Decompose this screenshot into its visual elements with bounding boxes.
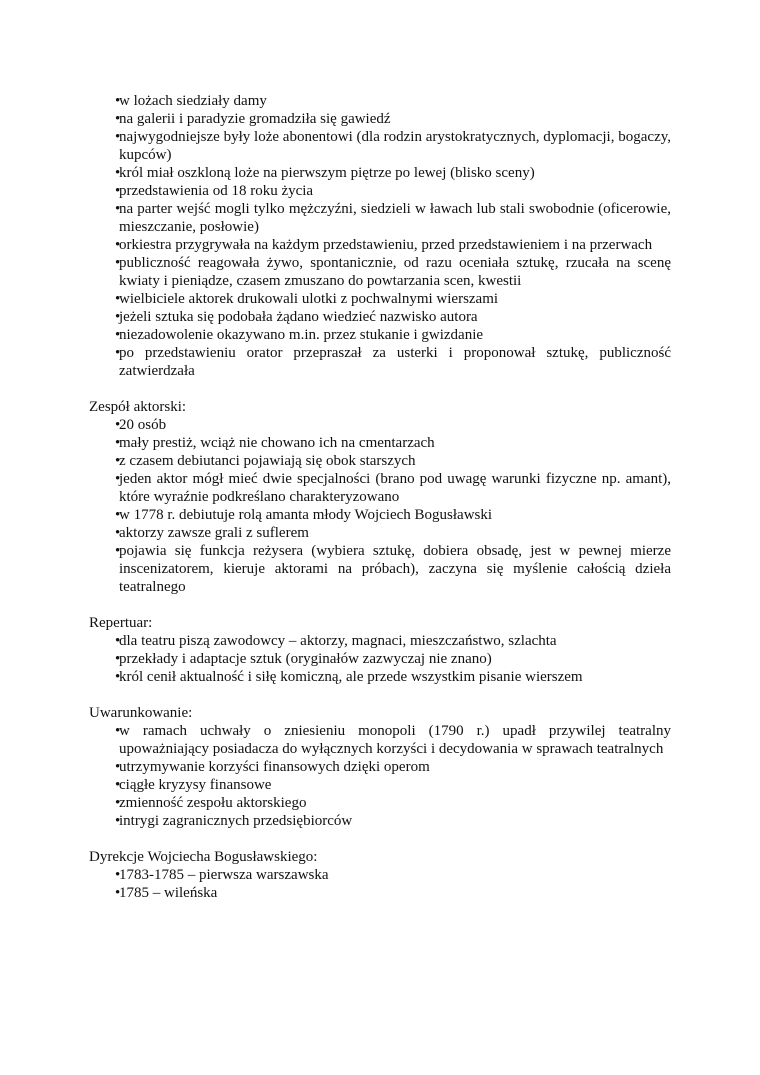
list-item: [89, 326, 671, 344]
list-item: [89, 344, 671, 380]
list-item: [89, 128, 671, 164]
bullet-icon: •: [115, 129, 121, 145]
list-item-text: jeżeli sztuka się podobała żądano wiedzieć nazwisko autora: [119, 309, 478, 325]
bullet-icon: •: [115, 435, 121, 451]
bullet-icon: •: [115, 471, 121, 487]
list-item: [89, 164, 671, 182]
list-item: [89, 182, 671, 200]
bullet-icon: •: [115, 795, 121, 811]
list-item: [89, 200, 671, 236]
bullet-icon: •: [115, 309, 121, 325]
sections-container: [89, 398, 671, 902]
list-item: [89, 542, 671, 596]
list-item-text: w lożach siedziały damy: [119, 93, 267, 109]
bullet-icon: •: [115, 813, 121, 829]
bullet-icon: •: [115, 453, 121, 469]
list-item-text: zmienność zespołu aktorskiego: [119, 795, 307, 811]
list-item-text: ciągłe kryzysy finansowe: [119, 777, 272, 793]
section-heading: Zespół aktorski:: [89, 399, 187, 415]
section: [89, 848, 671, 902]
section-heading: Uwarunkowanie:: [89, 705, 193, 721]
bullet-icon: •: [115, 201, 121, 217]
list-item-text: orkiestra przygrywała na każdym przedstawieniu, przed przedstawieniem i na przerwach: [119, 237, 653, 253]
bullet-icon: •: [115, 345, 121, 361]
list-item: [89, 884, 671, 902]
list-item-text: aktorzy zawsze grali z suflerem: [119, 525, 309, 541]
list-item-text: 1783-1785 – pierwsza warszawska: [119, 867, 329, 883]
list-item-text: w ramach uchwały o zniesieniu monopoli (1790 r.) upadł przywilej teatralny upoważniający posiadacza do wyłącznych korzyści i decydowania w sprawach teatralnych: [119, 723, 671, 757]
bullet-icon: •: [115, 183, 121, 199]
list-item-text: król miał oszkloną loże na pierwszym piętrze po lewej (blisko sceny): [119, 165, 535, 181]
list-item-text: w 1778 r. debiutuje rolą amanta młody Wojciech Bogusławski: [119, 507, 493, 523]
list-item-text: 20 osób: [119, 417, 167, 433]
list-item-text: jeden aktor mógł mieć dwie specjalności (brano pod uwagę warunki fizyczne np. amant), które wyraźnie podkreślano charakteryzowano: [119, 471, 671, 505]
document-page: [89, 92, 671, 902]
list-item-text: publiczność reagowała żywo, spontanicznie, od razu oceniała sztukę, rzucała na scenę kwiaty i pieniądze, czasem zmuszano do powtarzania scen, kwestii: [119, 255, 671, 289]
list-item-text: najwygodniejsze były loże abonentowi (dla rodzin arystokratycznych, dyplomacji, bogaczy, kupców): [119, 129, 671, 163]
list-item: [89, 416, 671, 434]
bullet-icon: •: [115, 759, 121, 775]
list-item: [89, 668, 671, 686]
list-item-text: intrygi zagranicznych przedsiębiorców: [119, 813, 353, 829]
bullet-icon: •: [115, 525, 121, 541]
bullet-icon: •: [115, 633, 121, 649]
list-item: [89, 524, 671, 542]
bullet-icon: •: [115, 417, 121, 433]
list-item: [89, 308, 671, 326]
list-item: [89, 632, 671, 650]
section-bullet-list: [89, 866, 671, 902]
list-item: [89, 812, 671, 830]
bullet-icon: •: [115, 291, 121, 307]
list-item: [89, 452, 671, 470]
bullet-icon: •: [115, 165, 121, 181]
intro-bullet-list: [89, 92, 671, 380]
bullet-icon: •: [115, 111, 121, 127]
list-item: [89, 722, 671, 758]
list-item-text: na galerii i paradyzie gromadziła się gawiedź: [119, 111, 391, 127]
list-item-text: 1785 – wileńska: [119, 885, 218, 901]
section-bullet-list: [89, 632, 671, 686]
bullet-icon: •: [115, 723, 121, 739]
section-heading: Dyrekcje Wojciecha Bogusławskiego:: [89, 849, 318, 865]
section-heading: Repertuar:: [89, 615, 153, 631]
bullet-icon: •: [115, 777, 121, 793]
list-item-text: z czasem debiutanci pojawiają się obok starszych: [119, 453, 416, 469]
bullet-icon: •: [115, 867, 121, 883]
list-item-text: wielbiciele aktorek drukowali ulotki z pochwalnymi wierszami: [119, 291, 499, 307]
section: [89, 398, 671, 596]
list-item-text: na parter wejść mogli tylko mężczyźni, siedzieli w ławach lub stali swobodnie (oficerowie, mieszczanie, posłowie): [119, 201, 671, 235]
list-item-text: przedstawienia od 18 roku życia: [119, 183, 314, 199]
list-item: [89, 236, 671, 254]
list-item-text: utrzymywanie korzyści finansowych dzięki operom: [119, 759, 430, 775]
section: [89, 614, 671, 686]
bullet-icon: •: [115, 651, 121, 667]
list-item: [89, 866, 671, 884]
bullet-icon: •: [115, 507, 121, 523]
list-item-text: król cenił aktualność i siłę komiczną, ale przede wszystkim pisanie wierszem: [119, 669, 583, 685]
bullet-icon: •: [115, 93, 121, 109]
bullet-icon: •: [115, 543, 121, 559]
list-item-text: przekłady i adaptacje sztuk (oryginałów zazwyczaj nie znano): [119, 651, 492, 667]
list-item: [89, 470, 671, 506]
section: [89, 704, 671, 830]
list-item-text: dla teatru piszą zawodowcy – aktorzy, magnaci, mieszczaństwo, szlachta: [119, 633, 557, 649]
list-item-text: niezadowolenie okazywano m.in. przez stukanie i gwizdanie: [119, 327, 484, 343]
list-item: [89, 776, 671, 794]
list-item: [89, 758, 671, 776]
bullet-icon: •: [115, 327, 121, 343]
list-item: [89, 92, 671, 110]
list-item-text: po przedstawieniu orator przepraszał za usterki i proponował sztukę, publiczność zatwierdzała: [119, 345, 671, 379]
list-item: [89, 650, 671, 668]
bullet-icon: •: [115, 237, 121, 253]
list-item-text: pojawia się funkcja reżysera (wybiera sztukę, dobiera obsadę, jest w pewnej mierze inscenizatorem, kieruje aktorami na próbach), zaczyna się myślenie całością dzieła teatralnego: [119, 543, 671, 595]
bullet-icon: •: [115, 255, 121, 271]
list-item: [89, 434, 671, 452]
bullet-icon: •: [115, 885, 121, 901]
list-item: [89, 794, 671, 812]
section-bullet-list: [89, 416, 671, 596]
section-bullet-list: [89, 722, 671, 830]
list-item-text: mały prestiż, wciąż nie chowano ich na cmentarzach: [119, 435, 435, 451]
list-item: [89, 290, 671, 308]
list-item: [89, 254, 671, 290]
list-item: [89, 506, 671, 524]
list-item: [89, 110, 671, 128]
bullet-icon: •: [115, 669, 121, 685]
